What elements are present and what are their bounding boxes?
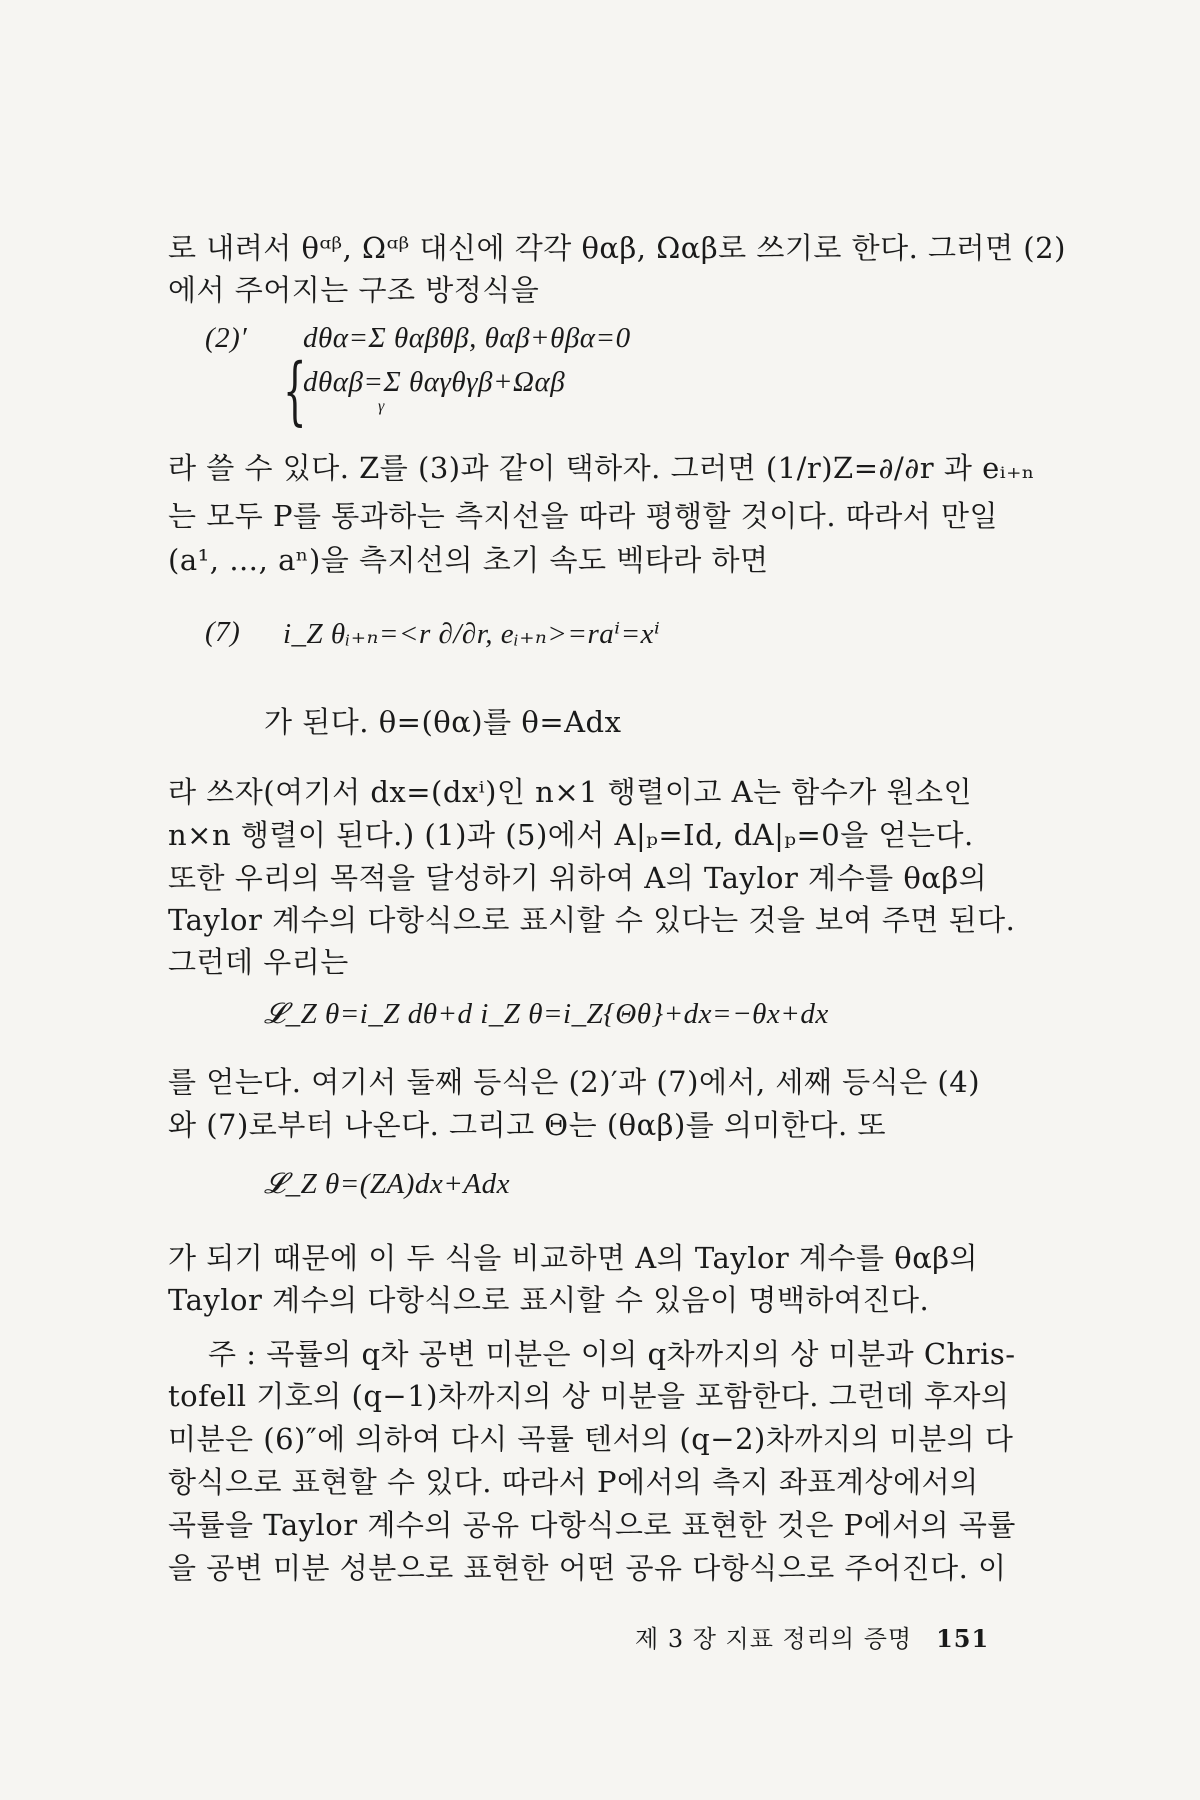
equation-2-sum-index: γ — [378, 398, 385, 415]
text-line-5: 라 쓸 수 있다. Z를 (3)과 같이 택하자. 그러면 (1/r)Z=∂/∂r 과 eᵢ₊ₙ — [168, 451, 1035, 485]
equation-2-line-2: dθαβ=Σ θαγθγβ+Ωαβ — [303, 366, 566, 398]
text-line-6: 는 모두 P를 통과하는 측지선을 따라 평행할 것이다. 따라서 만일 — [168, 499, 999, 533]
text-line-19: 가 되기 때문에 이 두 식을 비교하면 A의 Taylor 계수를 θαβ의 — [168, 1241, 979, 1275]
text-line-25: 곡률을 Taylor 계수의 공유 다항식으로 표현한 것은 P에서의 곡률 — [168, 1508, 1016, 1542]
text-line-22: tofell 기호의 (q−1)차까지의 상 미분을 포함한다. 그런데 후자의 — [168, 1379, 1010, 1413]
text-line-2: 에서 주어지는 구조 방정식을 — [168, 273, 540, 307]
chapter-title: 제 3 장 지표 정리의 증명 — [635, 1625, 913, 1653]
equation-lie-derivative: 𝓛_Z θ=i_Z dθ+d i_Z θ=i_Z{Θθ}+dx=−θx+dx — [264, 998, 829, 1030]
text-line-10: 라 쓰자(여기서 dx=(dxⁱ)인 n×1 행렬이고 A는 함수가 원소인 — [168, 775, 973, 809]
equation-2-line-1: dθα=Σ θαβθβ, θαβ+θβα=0 — [303, 322, 631, 354]
equation-brace: { — [283, 348, 307, 434]
text-line-23: 미분은 (6)″에 의하여 다시 곡률 텐서의 (q−2)차까지의 미분의 다 — [168, 1422, 1014, 1456]
text-line-21: 주 : 곡률의 q차 공변 미분은 이의 q차까지의 상 미분과 Chris- — [208, 1337, 1016, 1371]
equation-2-label: (2)′ — [205, 322, 248, 354]
text-line-9: 가 된다. θ=(θα)를 θ=Adx — [264, 705, 622, 739]
text-line-13: Taylor 계수의 다항식으로 표시할 수 있다는 것을 보여 주면 된다. — [168, 903, 1016, 937]
equation-7: i_Z θᵢ₊ₙ=<r ∂/∂r, eᵢ₊ₙ>=raⁱ=xⁱ — [283, 618, 661, 650]
text-line-12: 또한 우리의 목적을 달성하기 위하여 A의 Taylor 계수를 θαβ의 — [168, 861, 988, 895]
text-line-11: n×n 행렬이 된다.) (1)과 (5)에서 A|ₚ=Id, dA|ₚ=0을 얻는다. — [168, 818, 974, 852]
text-line-16: 를 얻는다. 여기서 둘째 등식은 (2)′과 (7)에서, 세째 등식은 (4) — [168, 1065, 981, 1099]
page-footer — [635, 1619, 989, 1654]
equation-7-label: (7) — [205, 616, 241, 648]
text-line-24: 항식으로 표현할 수 있다. 따라서 P에서의 측지 좌표계상에서의 — [168, 1465, 979, 1499]
page-number: 151 — [936, 1624, 990, 1653]
text-line-20: Taylor 계수의 다항식으로 표시할 수 있음이 명백하여진다. — [168, 1283, 930, 1317]
equation-lie-derivative-2: 𝓛_Z θ=(ZA)dx+Adx — [264, 1168, 510, 1200]
text-line-7: (a¹, …, aⁿ)을 측지선의 초기 속도 벡타라 하면 — [168, 543, 769, 577]
text-line-26: 을 공변 미분 성분으로 표현한 어떤 공유 다항식으로 주어진다. 이 — [168, 1551, 1007, 1585]
text-line-1: 로 내려서 θᵅᵝ, Ωᵅᵝ 대신에 각각 θαβ, Ωαβ로 쓰기로 한다. 그러면 (2) — [168, 231, 1066, 265]
text-line-17: 와 (7)로부터 나온다. 그리고 Θ는 (θαβ)를 의미한다. 또 — [168, 1108, 886, 1142]
text-line-14: 그런데 우리는 — [168, 945, 349, 979]
